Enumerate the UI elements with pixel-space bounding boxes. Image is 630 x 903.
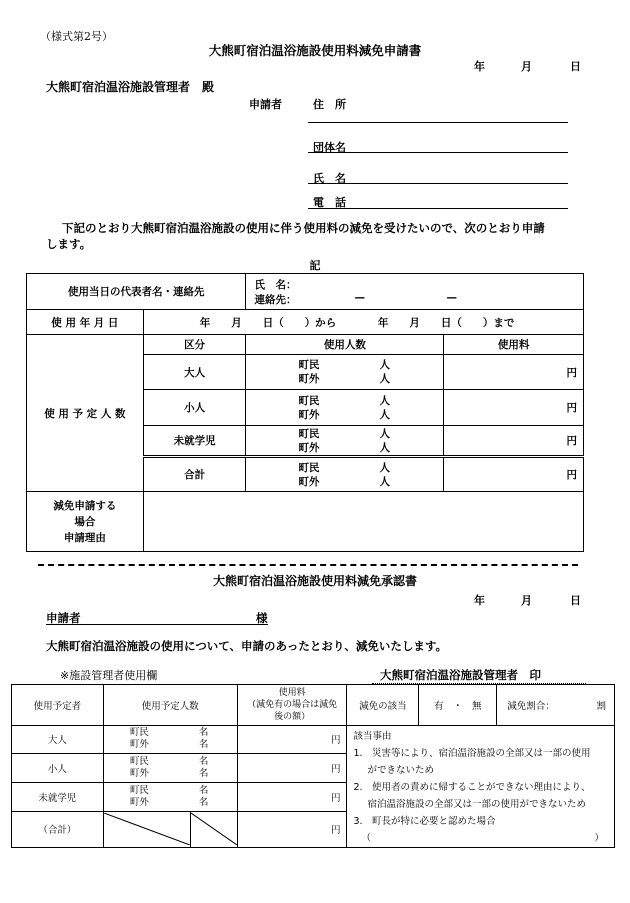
town-out-line	[298, 441, 443, 455]
date-from: 年 月 日（ ）から	[199, 316, 337, 329]
count-child[interactable]	[246, 390, 444, 426]
paren-open: （	[361, 833, 371, 844]
applicant-label: 申請者	[249, 98, 282, 111]
col-fee: 使用料	[444, 335, 584, 355]
reason-label-3: 申請理由	[63, 531, 106, 544]
town-out-line	[298, 372, 443, 386]
rep-dash-1: —	[354, 291, 365, 304]
phone-field[interactable]	[308, 208, 568, 209]
t2-row-total: （合計）	[12, 811, 104, 847]
group-field[interactable]	[308, 152, 568, 153]
fee-child[interactable]: 円	[444, 390, 584, 426]
t2-row-adult: 大人	[12, 726, 104, 754]
form-title: 大熊町宿泊温浴施設使用料減免申請書	[208, 43, 422, 58]
ratio-cell[interactable]	[497, 685, 615, 726]
fee-preschool[interactable]: 円	[444, 426, 584, 457]
addressee: 大熊町宿泊温浴施設管理者 殿	[46, 80, 215, 94]
approval-applicant-label: 申請者	[46, 611, 81, 625]
col-fee-1: 使用料	[278, 688, 306, 698]
address-field[interactable]	[308, 122, 568, 123]
t2-row-child: 小人	[12, 753, 104, 782]
date-month: 月	[521, 60, 532, 73]
reason-1a: 1. 災害等により、宿泊温浴施設の全部又は一部の使用	[353, 748, 591, 759]
reason-paren-line[interactable]	[353, 830, 610, 847]
rep-dash-2: —	[446, 291, 457, 304]
row-adult: 大人	[143, 355, 246, 390]
address-label: 住 所	[313, 98, 346, 111]
application-table	[26, 273, 584, 552]
group-label: 団体名	[313, 141, 346, 154]
t2-fee-adult[interactable]: 円	[237, 726, 347, 754]
admin-note: ※施設管理者使用欄	[60, 669, 158, 682]
col-fee	[237, 685, 347, 726]
fee-adult[interactable]: 円	[444, 355, 584, 390]
t2-fee-child[interactable]: 円	[237, 753, 347, 782]
t2-town-in-line	[130, 727, 237, 739]
rep-label: 使用当日の代表者名・連絡先	[27, 274, 246, 310]
person-unit: 人	[379, 461, 390, 474]
phone-label: 電 話	[313, 196, 346, 209]
t2-fee-total[interactable]: 円	[237, 811, 347, 847]
col-persons: 使用予定人数	[103, 685, 237, 726]
date-to: 年 月 日（ ）まで	[377, 316, 515, 329]
count-preschool[interactable]	[246, 426, 444, 457]
approval-body: 大熊町宿泊温浴施設の使用について、申請のあったとおり、減免いたします。	[46, 639, 448, 653]
t2-total-slash-1	[103, 811, 190, 847]
admin-table	[11, 684, 615, 848]
person-unit: 人	[379, 373, 390, 385]
rep-name-label: 氏 名：	[254, 278, 297, 291]
reasons-cell	[347, 726, 615, 848]
rep-contact-text: 連絡先：	[254, 293, 297, 306]
t2-count-preschool[interactable]	[103, 782, 237, 811]
approval-title: 大熊町宿泊温浴施設使用料減免承認書	[212, 574, 417, 588]
reason-label	[27, 492, 144, 552]
ratio-unit: 割	[596, 701, 606, 712]
row-preschool: 未就学児	[143, 426, 246, 457]
form-number: （様式第2号）	[40, 30, 113, 43]
town-out-label: 町外	[298, 408, 320, 421]
diagonal-slash-icon	[191, 813, 237, 845]
town-out-line	[298, 475, 443, 489]
t2-town-in: 町民	[129, 727, 149, 739]
reason-1b: ができないため	[367, 765, 434, 776]
t2-town-in: 町民	[129, 784, 149, 796]
col-fee-2: （減免有の場合は減免	[247, 700, 338, 710]
reason-field[interactable]	[143, 492, 583, 552]
person-unit: 人	[379, 475, 390, 488]
persons-label: 使 用 予 定 人 数	[27, 335, 144, 492]
person-unit: 人	[379, 359, 390, 371]
t2-town-out: 町外	[129, 796, 149, 808]
town-in-label: 町民	[298, 461, 320, 474]
t2-town-out: 町外	[129, 739, 149, 751]
count-total[interactable]	[246, 457, 444, 492]
t2-town-in: 町民	[129, 755, 149, 767]
date-cell[interactable]	[143, 310, 583, 335]
person-unit: 人	[379, 408, 390, 421]
reasons-title: 該当事由	[353, 731, 392, 742]
t2-town-in-line	[130, 756, 237, 768]
approval-applicant-field[interactable]	[46, 624, 268, 625]
col-applicable: 減免の該当	[347, 685, 419, 726]
town-in-line	[298, 461, 443, 475]
t2-row-preschool: 未就学児	[12, 782, 104, 811]
town-out-label: 町外	[298, 373, 320, 385]
town-in-label: 町民	[298, 427, 320, 440]
manager-sign: 大熊町宿泊温浴施設管理者 印	[380, 668, 541, 682]
town-out-line	[298, 408, 443, 422]
date-day: 日	[570, 60, 581, 73]
col-fee-3: 後の額）	[274, 712, 311, 722]
t2-town-out: 町外	[129, 767, 149, 779]
ki-label: 記	[309, 259, 321, 272]
reason-2b: 宿泊温浴施設の全部又は一部の使用ができないため	[367, 799, 586, 810]
approval-sama: 様	[256, 611, 268, 625]
reason-2a: 2. 使用者の責めに帰することができない理由により、	[353, 782, 591, 793]
rep-contact-label	[254, 292, 583, 307]
t2-fee-preschool[interactable]: 円	[237, 782, 347, 811]
col-count: 使用人数	[246, 335, 444, 355]
t2-total-slash-2	[190, 811, 237, 847]
town-in-line	[298, 394, 443, 408]
col-kubun: 区分	[143, 335, 246, 355]
t2-unit: 名	[198, 767, 209, 779]
row-child: 小人	[143, 390, 246, 426]
paren-close: ）	[594, 833, 604, 844]
reason-label-2: 場合	[74, 515, 96, 528]
town-in-label: 町民	[298, 394, 320, 407]
rep-cell[interactable]	[246, 274, 584, 310]
town-in-line	[298, 427, 443, 441]
town-in-label: 町民	[298, 359, 320, 371]
ratio-label: 減免割合：	[507, 701, 555, 712]
t2-unit: 名	[198, 739, 209, 751]
name-label: 氏 名	[313, 172, 346, 185]
col-user: 使用予定者	[12, 685, 104, 726]
t2-count-child[interactable]	[103, 753, 237, 782]
intro-line1: 下記のとおり大熊町宿泊温浴施設の使用に伴う使用料の減免を受けたいので、次のとおり申請	[62, 221, 545, 235]
t2-count-adult[interactable]	[103, 726, 237, 754]
t2-unit: 名	[198, 796, 209, 808]
approval-year: 年	[474, 594, 485, 607]
count-adult[interactable]	[246, 355, 444, 390]
t2-town-in-line	[130, 785, 237, 797]
person-unit: 人	[379, 427, 390, 440]
row-total: 合計	[143, 457, 246, 492]
town-out-label: 町外	[298, 475, 320, 488]
town-out-label: 町外	[298, 441, 320, 454]
intro-line2: します。	[46, 237, 92, 251]
yes-no-toggle[interactable]: 有 ・ 無	[419, 685, 497, 726]
fee-total[interactable]: 円	[444, 457, 584, 492]
reason-label-1: 減免申請する	[53, 499, 117, 512]
name-field[interactable]	[308, 183, 568, 184]
t2-unit: 名	[198, 755, 209, 767]
person-unit: 人	[379, 441, 390, 454]
approval-day: 日	[570, 594, 581, 607]
date-label: 使 用 年 月 日	[27, 310, 144, 335]
t2-town-out-line	[130, 768, 237, 780]
t2-unit: 名	[198, 727, 209, 739]
t2-town-out-line	[130, 739, 237, 751]
diagonal-slash-icon	[104, 813, 190, 845]
cut-line	[38, 564, 578, 566]
reason-3: 3. 町長が特に必要と認めた場合	[353, 816, 496, 827]
t2-unit: 名	[198, 784, 209, 796]
town-in-line	[298, 358, 443, 372]
t2-town-out-line	[130, 797, 237, 809]
approval-month: 月	[521, 594, 532, 607]
person-unit: 人	[379, 394, 390, 407]
date-year: 年	[474, 60, 485, 73]
